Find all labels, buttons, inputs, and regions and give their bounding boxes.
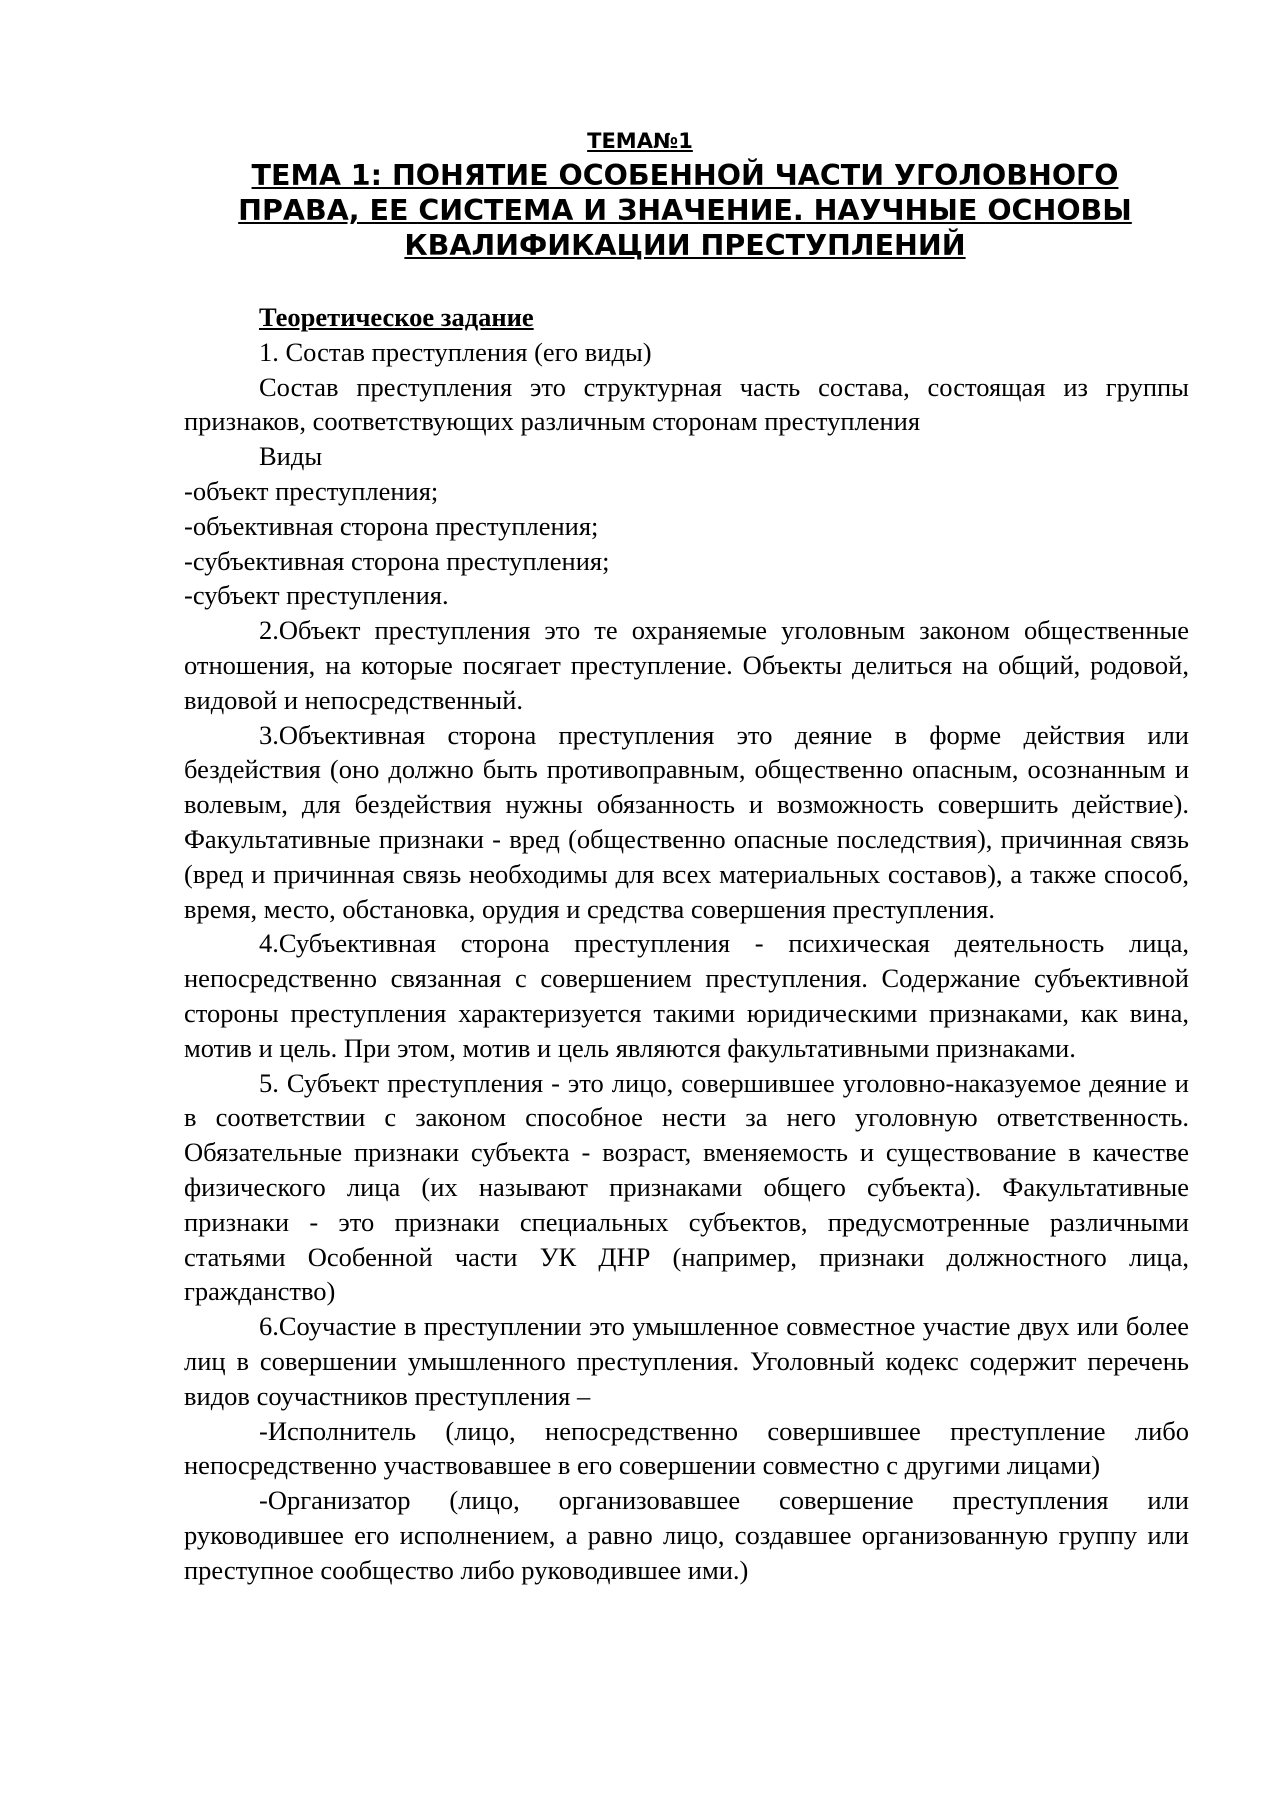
section-title-paragraph bbox=[184, 300, 1189, 335]
section-title: Теоретическое задание bbox=[259, 302, 534, 332]
paragraph-executor: -Исполнитель (лицо, непосредственно совершившее преступление либо непосредственно участвовавшее в его совершении совместно с другими лицами) bbox=[184, 1415, 1189, 1481]
topic-number: ТЕМА№1 bbox=[587, 129, 693, 153]
kind-item: -субъект преступления. bbox=[184, 580, 449, 611]
paragraph-complicity: 6.Соучастие в преступлении это умышленное совместное участие двух или более лиц в совершении умышленного преступления. Уголовный кодекс содержит перечень видов соучастников преступления – bbox=[184, 1311, 1189, 1411]
paragraph-subjective-side: 4.Субъективная сторона преступления - психическая деятельность лица, непосредственно связанная с совершением преступления. Содержание субъективной стороны преступления характеризуется такими юридическими признаками, как вина, мотив и цель. При этом, мотив и цель являются факультативными признаками. bbox=[184, 928, 1189, 1063]
paragraph-objective-side: 3.Объективная сторона преступления это деяние в форме действия или бездействия (оно должно быть противоправным, общественно опасным, осознанным и волевым, для бездействия нужны обязанность и возможность совершить действие). Факультативные признаки - вред (общественно опасные последствия), причинная связь (вред и причинная связь необходимы для всех материальных составов), а также способ, время, место, обстановка, орудия и средства совершения преступления. bbox=[184, 719, 1189, 924]
kinds-label: Виды bbox=[259, 441, 323, 472]
topic-title: ТЕМА 1: ПОНЯТИЕ ОСОБЕННОЙ ЧАСТИ УГОЛОВНОГО ПРАВА, ЕЕ СИСТЕМА И ЗНАЧЕНИЕ. НАУЧНЫЕ ОСНОВЫ КВАЛИФИКАЦИИ ПРЕСТУПЛЕНИЙ bbox=[238, 159, 1132, 262]
kind-item: -объект преступления; bbox=[184, 475, 439, 506]
kind-item: -субъективная сторона преступления; bbox=[184, 545, 610, 576]
paragraph-object: 2.Объект преступления это те охраняемые уголовным законом общественные отношения, на которые посягает преступление. Объекты делиться на общий, родовой, видовой и непосредственный. bbox=[184, 615, 1189, 715]
question-1-title: 1. Состав преступления (его виды) bbox=[259, 336, 652, 367]
question-1-definition: Состав преступления это структурная часть состава, состоящая из группы признаков, соответствующих различным сторонам преступления bbox=[184, 371, 1189, 437]
paragraph-subject: 5. Субъект преступления - это лицо, совершившее уголовно-наказуемое деяние и в соответствии с законом способное нести за него уголовную ответственность. Обязательные признаки субъекта - возраст, вменяемость и существование в качестве физического лица (их называют признаками общего субъекта). Факультативные признаки - это признаки специальных субъектов, предусмотренные различными статьями Особенной части УК ДНР (например, признаки должностного лица, гражданство) bbox=[184, 1067, 1189, 1307]
paragraph-organizer: -Организатор (лицо, организовавшее совершение преступления или руководившее его исполнением, а равно лицо, создавшее организованную группу или преступное сообщество либо руководившее ими.) bbox=[184, 1485, 1189, 1585]
document-body bbox=[184, 300, 1189, 1587]
kind-item: -объективная сторона преступления; bbox=[184, 510, 599, 541]
